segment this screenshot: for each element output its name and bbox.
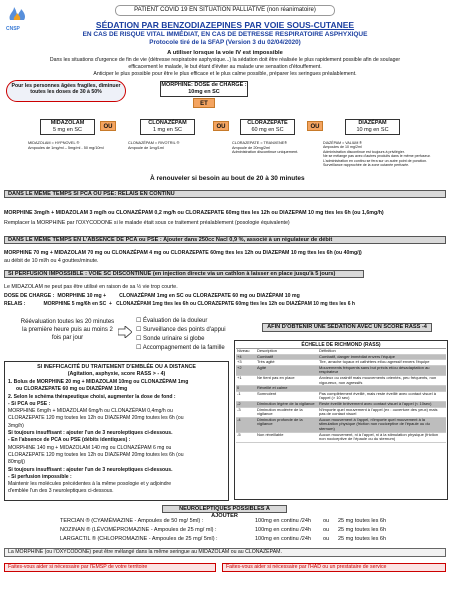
header-tag bbox=[115, 5, 335, 16]
rass-col-description: Description bbox=[256, 349, 318, 354]
intro-line-1: A utiliser lorsque la voie IV est impossible bbox=[167, 50, 283, 56]
drug-clorazepate-note: CLORAZEPATE = TRANXENE® Ampoule de 20mg/2ml Administration discontinue uniquement. bbox=[232, 141, 299, 155]
rass-definition: N'importe quel mouvement à l'appel (ex : ouverture des yeux) mais pas de contact visuel bbox=[318, 407, 446, 417]
drug-diazepam-name: DIAZÉPAM bbox=[358, 120, 387, 126]
intro-line-3: efficacement le malade, le but étant d'éviter au malade une sensation d'étouffement. bbox=[128, 64, 322, 70]
reevaluation-note: Réévaluation toutes les 20 minutes la première heure puis au moins 2 fois par jour bbox=[20, 319, 115, 341]
morphine-mixing-note: La MORPHINE (ou l'OXYCODONE) peut être mélangé dans la même seringue au MIDAZOLAM ou au CLONAZÉPAM. bbox=[4, 548, 446, 557]
rass-level: +2 bbox=[236, 365, 256, 375]
header-tag-text: PATIENT COVID 19 EN SITUATION PALLIATIVE (non réanimatoire) bbox=[134, 7, 316, 13]
rass-description: Non réveillable bbox=[256, 432, 318, 442]
intro-line-2: Dans les situations d'urgence de fin de vie (détresse respiratoire asphyxique...) la sédation doit être réalisée le plus rapidement possible afin de soulager bbox=[49, 57, 401, 63]
elderly-dose-note bbox=[6, 80, 126, 102]
section-sc-line-1: Le MIDAZOLAM ne peut pas être utilisé en raison de sa ½ vie trop courte. bbox=[4, 284, 178, 290]
drug-clonazepam bbox=[140, 119, 195, 135]
intro-line-4: Anticiper le plus possible pour être le plus efficace et le plus calme possible, préparer les seringues préalablement. bbox=[93, 71, 357, 77]
rass-level: -3 bbox=[236, 407, 256, 417]
rass-table bbox=[234, 340, 448, 500]
monitoring-item: ☐ Évaluation de la douleur bbox=[136, 318, 208, 324]
rass-level: -2 bbox=[236, 401, 256, 407]
rass-definition: Anxieux ou craintif mais mouvements orientés, peu fréquents, non vigoureux, non agressifs bbox=[318, 375, 446, 385]
table-row bbox=[236, 391, 446, 401]
drug-midazolam-name: MIDAZOLAM bbox=[50, 120, 85, 126]
rass-description: Somnolent bbox=[256, 391, 318, 401]
table-row bbox=[236, 417, 446, 432]
page-title: SÉDATION PAR BENZODIAZEPINES PAR VOIE SOUS-CUTANEE bbox=[95, 20, 355, 30]
rass-level: -4 bbox=[236, 417, 256, 432]
inefficacy-box bbox=[4, 361, 229, 501]
neuroleptic-or: ou bbox=[323, 518, 330, 524]
morphine-charge-label: MORPHINE: DOSE de CHARGE : bbox=[161, 82, 247, 88]
neuroleptic-bolus: 25 mg toutes les 6h bbox=[338, 518, 387, 524]
inefficacy-line: - En l'absence de PCA ou PSE (débits identiques) : bbox=[8, 437, 131, 444]
elderly-dose-note-text: Pour les personnes âgées fragiles, diminuer toutes les doses de 30 à 50% bbox=[11, 83, 121, 95]
rass-col-level: Niveau bbox=[236, 349, 256, 354]
monitoring-item: ☐ Surveillance des points d'appui bbox=[136, 327, 226, 333]
morphine-charge-dose: 10mg en SC bbox=[188, 89, 220, 95]
section-no-pca-header: DANS LE MÊME TEMPS EN L'ABSENCE DE PCA ou PSE : Ajouter dans 250cc Nacl 0,9 %, associé à un régulateur de débit bbox=[4, 236, 446, 244]
rass-description: Ne tient pas en place bbox=[256, 375, 318, 385]
inefficacy-line: 1. Bolus de MORPHINE 20 mg + MIDAZOLAM 10mg ou CLONAZÉPAM 1mg bbox=[8, 379, 189, 385]
footer-emsp-note: Faites-vous aider si nécessaire par l'EMSP de votre territoire bbox=[4, 563, 216, 572]
inefficacy-line: - Si perfusion impossible : bbox=[8, 473, 72, 480]
monitoring-item: ☐ Accompagnement de la famille bbox=[136, 345, 225, 351]
inefficacy-title: SI INEFFICACITÉ DU TRAITEMENT D'EMBLÉE OU A DISTANCE bbox=[37, 364, 196, 370]
inefficacy-line: - Si PCA ou PSE : bbox=[8, 400, 51, 407]
et-badge: ET bbox=[193, 98, 215, 108]
monitoring-item: ☐ Sonde urinaire si globe bbox=[136, 336, 205, 342]
section-sc-charge: DOSE DE CHARGE : MORPHINE 10 mg + CLONAZÉPAM 1mg en SC ou CLORAZEPATE 60 mg ou DIAZÉPAM 10 mg bbox=[4, 293, 300, 299]
inefficacy-line: 80mg/j) bbox=[8, 459, 25, 466]
drug-diazepam-dose: 10 mg en SC bbox=[356, 127, 389, 133]
neuroleptic-bolus: 25 mg toutes les 6h bbox=[338, 536, 387, 542]
rass-level: -1 bbox=[236, 391, 256, 401]
section-continuous-line-1: MORPHINE 3mg/h + MIDAZOLAM 3 mg/h ou CLONAZÉPAM 0,2 mg/h ou CLORAZEPATE 60mg ttes les 12h ou DIAZEPAM 10 mg ttes les 6h (ou 1,6mg/h) bbox=[4, 210, 384, 216]
table-row bbox=[236, 375, 446, 385]
footer-had-note: Faites-vous aider si nécessaire par l'HAD ou un prestataire de service bbox=[222, 563, 446, 572]
neuroleptic-or: ou bbox=[323, 527, 330, 533]
drug-midazolam-dose: 5 mg en SC bbox=[52, 127, 83, 133]
drug-clorazepate-dose: 60 mg en SC bbox=[251, 127, 284, 133]
page-subtitle: EN CAS DE RISQUE VITAL IMMÉDIAT, EN CAS DE DETRESSE RESPIRATOIRE ASPHYXIQUE bbox=[82, 31, 368, 38]
inefficacy-line: 2. Selon le schéma thérapeutique choisi, augmenter la dose de fond : bbox=[8, 393, 176, 400]
section-sc-relay: RELAIS : MORPHINE 5 mg/6h en SC + CLONAZÉPAM 1mg ttes les 6h ou CLORAZEPATE 60mg ttes les 12h ou DIAZÉPAM 10 mg ttes les 6 h bbox=[4, 301, 355, 307]
neuroleptic-name: LARGACTIL ® (CHLOPROMAZINE - Ampoules de 25 mg/ 5ml) : bbox=[60, 536, 218, 542]
arrow-right-icon bbox=[118, 325, 132, 343]
rass-description: Très agité bbox=[256, 360, 318, 366]
rass-definition: Aucun mouvement, ni à l'appel, ni à la stimulation physique (friction non nociceptive de l'épaule ou du sternum) bbox=[318, 432, 446, 442]
inefficacy-line: CLORAZEPATE 120 mg toutes les 12h ou DIAZEPAM 20mg toutes les 6h (ou bbox=[8, 451, 184, 458]
rass-description: Diminution profonde de la vigilance bbox=[256, 417, 318, 432]
section-no-pca-line-1: MORPHINE 70 mg + MIDAZOLAM 70 mg ou CLONAZÉPAM 4 mg ou CLORAZEPATE 60mg ttes les 12h ou DIAZEPAM 10 mg ttes les 6h (ou 40mg/j) bbox=[4, 250, 362, 256]
rass-level: -5 bbox=[236, 432, 256, 442]
section-continuous-header: DANS LE MÊME TEMPS SI PCA OU PSE: RELAIS EN CONTINU bbox=[4, 190, 446, 198]
neuroleptics-header: NEUROLEPTIQUES POSSIBLES A AJOUTER bbox=[162, 505, 287, 513]
rass-description: Combatif bbox=[256, 354, 318, 360]
inefficacy-line: MORPHINE 6mg/h + MIDAZOLAM 6mg/h ou CLONAZÉPAM 0,4mg/h ou bbox=[8, 408, 173, 415]
drug-diazepam-note: DIAZÉPAM = VALIUM ® Ampoules de 10 mg/2ml Administration discontinue est toujours à privilégier. Ne se mélange pas avec d'autres produits dans le même perfuseur. L'administration en continu se fera sur un autre point de ponction. Surveillance rapprochée de la zone cutanée perfusée. bbox=[323, 141, 431, 168]
ou-badge-1: OU bbox=[100, 121, 116, 131]
renew-note: À renouveler si besoin au bout de 20 à 30 minutes bbox=[150, 175, 305, 182]
rass-definition: Mouvements fréquents sans but précis et/ou désadaptation au respirateur bbox=[318, 365, 446, 375]
inefficacy-subtitle: (Agitation, asphyxie, score RASS > - 4) bbox=[67, 370, 166, 377]
rass-definition: Pas complètement éveillé, mais reste éveillé avec contact visuel à l'appel (> 10 sec) bbox=[318, 391, 446, 401]
table-row bbox=[236, 365, 446, 375]
rass-definition: Combatif, danger immédiat envers l'équipe bbox=[318, 354, 446, 360]
inefficacy-line: CLORAZEPATE 120 mg toutes les 12h ou DIAZEPAM 20mg toutes les 6h (ou bbox=[8, 415, 184, 422]
neuroleptics-list bbox=[60, 517, 450, 544]
drug-clonazepam-name: CLONAZÉPAM bbox=[148, 120, 187, 126]
drug-clonazepam-note: CLONAZÉPAM = RIVOTRIL ® Ampoule de 1mg/1ml bbox=[128, 141, 180, 150]
table-row bbox=[236, 432, 446, 442]
rass-description: Agité bbox=[256, 365, 318, 375]
ou-badge-2: OU bbox=[213, 121, 229, 131]
rass-table-title: ÉCHELLE DE RICHMOND (RASS) bbox=[236, 342, 446, 349]
morphine-charge-box bbox=[160, 81, 248, 97]
rass-description: Réveillé et calme bbox=[256, 386, 318, 392]
neuroleptic-row bbox=[60, 526, 450, 535]
neuroleptic-name: TERCIAN ® (CYAMÉMAZINE - Ampoules de 50 mg/ 5ml) : bbox=[60, 518, 204, 524]
rass-definition: Aucun mouvement à l'appel, n'importe quel mouvement à la stimulation physique (friction non nociceptive de l'épaule ou du sternum) bbox=[318, 417, 446, 432]
neuroleptic-row bbox=[60, 535, 450, 544]
rass-definition: Reste éveillé brièvement avec contact visuel à l'appel (< 10sec) bbox=[318, 401, 446, 407]
drug-clonazepam-dose: 1 mg en SC bbox=[152, 127, 183, 133]
neuroleptic-or: ou bbox=[323, 536, 330, 542]
neuroleptic-continuous: 100mg en continu /24h bbox=[255, 518, 311, 524]
neuroleptic-bolus: 25 mg toutes les 6h bbox=[338, 527, 387, 533]
inefficacy-line: MORPHINE 140 mg + MIDAZOLAM 140 mg ou CLONAZÉPAM 6 mg ou bbox=[8, 444, 172, 451]
drug-midazolam-note: MIDAZOLAM = HYPNOVEL ® Ampoules de 1mg/ml – 5mg/ml - 50 mg/10ml bbox=[28, 141, 104, 150]
rass-description: Diminution modérée de la vigilance bbox=[256, 407, 318, 417]
drug-clorazepate-name: CLORAZEPATE bbox=[247, 120, 288, 126]
rass-level: +1 bbox=[236, 375, 256, 385]
inefficacy-line: Si toujours insuffisant : ajouter l'un de 3 neuroleptiques ci-dessous. bbox=[8, 466, 173, 473]
rass-definition: Tire, arrache tuyaux et cathéters et/ou agressif envers l'équipe bbox=[318, 360, 446, 366]
drug-diazepam bbox=[345, 119, 400, 135]
section-continuous-line-2: Remplacer la MORPHINE par l'OXYCODONE si le malade était sous ce traitement préalablement (posologie équivalente) bbox=[4, 220, 290, 226]
neuroleptic-continuous: 100mg en continu /24h bbox=[255, 536, 311, 542]
inefficacy-line: Maintenir les molécules précédentes à la même posologie et y adjoindre bbox=[8, 481, 172, 488]
inefficacy-line: Si toujours insuffisant : ajouter l'un de 3 neuroleptiques ci-dessous. bbox=[8, 430, 173, 437]
neuroleptic-continuous: 100mg en continu /24h bbox=[255, 527, 311, 533]
rass-description: Diminution légère de la vigilance bbox=[256, 401, 318, 407]
inefficacy-line: ou CLORAZEPATE 60 mg ou DIAZÉPAM 10mg bbox=[16, 386, 128, 393]
inefficacy-line: d'emblée l'un des 3 neuroleptiques ci-dessous. bbox=[8, 488, 114, 495]
protocol-source: Protocole tiré de la SFAP (Version 3 du 02/04/2020) bbox=[149, 39, 301, 46]
section-sc-header: SI PERFUSION IMPOSSIBLE : VOIE SC DISCONTINUE (en injection directe via un cathlon à laisser en place jusqu'à 5 jours) bbox=[4, 270, 364, 278]
table-row bbox=[236, 407, 446, 417]
neuroleptic-row bbox=[60, 517, 450, 526]
rass-col-definition: Définition bbox=[318, 349, 446, 354]
rass-level: 0 bbox=[236, 386, 256, 392]
ou-badge-3: OU bbox=[307, 121, 323, 131]
drug-clorazepate bbox=[240, 119, 295, 135]
neuroleptic-name: NOZINAN ® (LÉVOMÉPROMAZINE - Ampoules de 25 mg/ ml) : bbox=[60, 527, 217, 533]
rass-header: AFIN D'OBTENIR UNE SÉDATION AVEC UN SCORE RASS -4 bbox=[262, 323, 432, 332]
rass-grid bbox=[236, 349, 446, 443]
drug-midazolam bbox=[40, 119, 95, 135]
section-no-pca-line-2: au débit de 10 ml/h ou 4 gouttes/minute. bbox=[4, 258, 99, 264]
rass-level: +3 bbox=[236, 360, 256, 366]
logo-text: CNSP bbox=[6, 26, 20, 32]
inefficacy-line: 3mg/h) bbox=[8, 422, 24, 429]
rass-level: +4 bbox=[236, 354, 256, 360]
